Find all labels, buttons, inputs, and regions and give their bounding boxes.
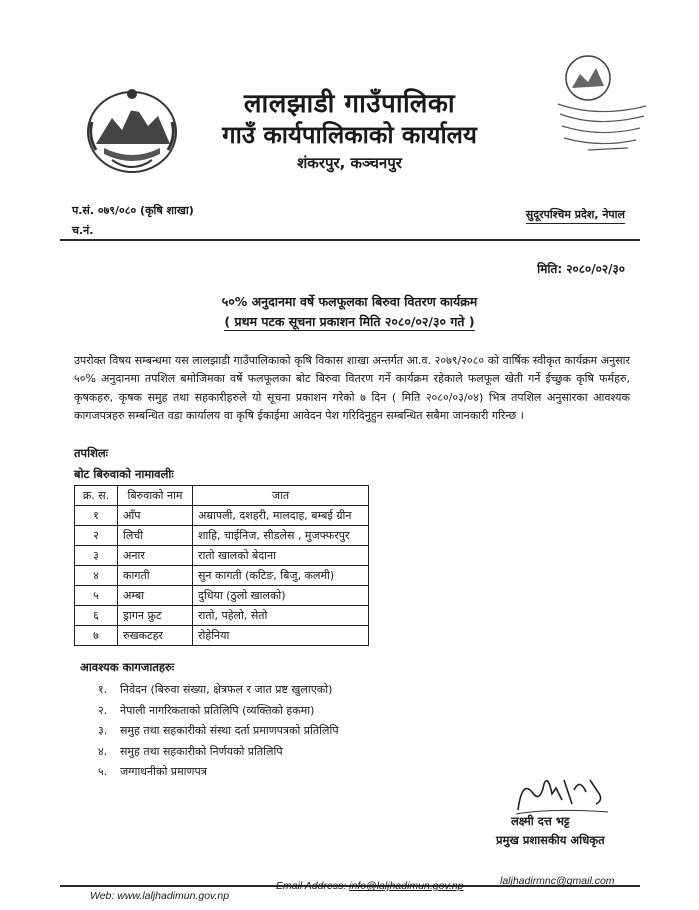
office-title: लालझाडी गाउँपालिका <box>243 89 456 119</box>
office-subtitle: गाउँ कार्यपालिकाको कार्यालय <box>222 121 477 149</box>
list-item <box>98 723 339 744</box>
list-item <box>98 744 339 765</box>
table-row <box>75 586 369 606</box>
table-cell: ६ <box>75 606 118 626</box>
subject-title: ५०% अनुदानमा वर्षे फलफूलका बिरुवा वितरण कार्यक्रम <box>221 294 478 309</box>
plant-list-label: बोट बिरुवाको नामावलीः <box>74 467 174 481</box>
list-item-text: समुह तथा सहकारीको निर्णयको प्रतिलिपि <box>120 744 283 758</box>
table-cell: लिची <box>118 526 193 546</box>
header-divider <box>60 239 640 241</box>
list-item-number: २. <box>98 703 108 717</box>
table-cell: शाहि, चाईनिज, सीडलेस , मुजफ्फरपुर <box>193 526 369 546</box>
table-cell: दुधिया (ठुलो खालको) <box>193 586 369 606</box>
table-cell: ड्रागन फ्रुट <box>118 606 193 626</box>
table-cell: रातो खालको बेदाना <box>193 546 369 566</box>
office-location: शंकरपुर, कञ्चनपुर <box>297 154 402 172</box>
details-label: तपशिलः <box>74 446 109 460</box>
list-item-number: १. <box>98 683 108 696</box>
table-cell: कागती <box>118 566 193 586</box>
table-cell: ७ <box>75 626 118 646</box>
province-label: सुदूरपश्चिम प्रदेश, नेपाल <box>526 207 625 224</box>
table-header-cell: जात <box>193 486 369 506</box>
table-row <box>75 626 369 646</box>
list-item-number: ४. <box>98 744 108 758</box>
subject-subtitle <box>0 313 699 330</box>
notice-body: उपरोक्त विषय सम्बन्धमा यस लालझाडी गाउँपालिकाको कृषि विकास शाखा अन्तर्गत आ.व. २०७९/२०८० को वार्षिक स्वीकृत कार्यक्रम अनुसार ५०% अनुदानमा तपशिल बमोजिमका वर्षे फलफूलका बोट बिरुवा वितरण गर्ने कार्यक्रम रहेकाले फलफूल खेती गर्ने ईच्छुक कृषि फर्महरु, कृषकहरु, कृषक समुह तथा सहकारीहरुले यो सूचना प्रकाशन गरेको ७ दिन ( मिति २०८०/०३/०४) भित्र तपशिल अनुसारका आवश्यक कागजपत्रहरु सम्बन्धित वडा कार्यालय वा कृषि ईकाईमा आवेदन पेश गरिदिनुहुन सम्बन्धित सबैमा जानकारी गरिन्छ । <box>74 354 630 422</box>
footer-website[interactable]: Web: www.laljhadimun.gov.np <box>90 890 230 902</box>
table-row <box>75 546 369 566</box>
list-item-number: ५. <box>98 765 108 778</box>
table-cell: आँप <box>118 506 193 526</box>
plant-table <box>74 485 369 646</box>
table-cell: रुखकटहर <box>118 626 193 646</box>
list-item-text: नेपाली नागरिकताको प्रतिलिपि (व्यक्तिको हकमा) <box>120 703 315 717</box>
reference-number: प.सं. ०७९/०८० (कृषि शाखा) <box>72 204 194 217</box>
table-cell: ३ <box>75 546 118 566</box>
table-cell: रातो, पहेलो, सेतो <box>193 606 369 626</box>
table-cell: रोहेनिया <box>193 626 369 646</box>
handwritten-signature <box>512 770 612 820</box>
table-row <box>75 506 369 526</box>
list-item <box>98 682 339 703</box>
list-item-text: समुह तथा सहकारीको संस्था दर्ता प्रमाणपत्रको प्रतिलिपि <box>120 724 339 737</box>
table-header-cell: बिरुवाको नाम <box>118 486 193 506</box>
required-docs-list <box>98 682 339 785</box>
list-item-text: निवेदन (बिरुवा संख्या, क्षेत्रफल र जात प्रष्ट खुलाएको) <box>120 683 333 696</box>
subject-subtitle-text: ( प्रथम पटक सूचना प्रकाशन मिति २०८०/०२/३० गते ) <box>224 314 475 329</box>
list-item <box>98 764 339 785</box>
table-cell: ५ <box>75 586 118 606</box>
table-cell: २ <box>75 526 118 546</box>
list-item-text: जग्गाधनीको प्रमाणपत्र <box>120 765 207 778</box>
dispatch-number: च.नं. <box>72 224 94 237</box>
table-cell: अम्रापली, दशहरी, मालदाह, बम्बई ग्रीन <box>193 506 369 526</box>
table-cell: अम्बा <box>118 586 193 606</box>
table-row <box>75 566 369 586</box>
required-docs-label: आवश्यक कागजातहरुः <box>80 660 175 674</box>
signatory-title: प्रमुख प्रशासकीय अधिकृत <box>496 833 605 847</box>
table-cell: सुन कागती (कटिङ, बिजु, कलमी) <box>193 566 369 586</box>
table-cell: अनार <box>118 546 193 566</box>
table-cell: १ <box>75 506 118 526</box>
list-item <box>98 703 339 724</box>
footer-alt-email[interactable]: laljhadirmnc@gmail.com <box>500 875 615 887</box>
list-item-number: ३. <box>98 724 108 737</box>
footer-email-label: Email Address: <box>276 880 350 892</box>
table-header-row <box>75 486 369 506</box>
footer-email <box>276 880 464 892</box>
table-header-cell: क्र. स. <box>75 486 118 506</box>
footer-email-link[interactable]: info@laljhadimun.gov.np <box>349 880 464 892</box>
table-cell: ४ <box>75 566 118 586</box>
table-row <box>75 606 369 626</box>
notice-date: मिति: २०८०/०२/३० <box>537 262 625 276</box>
table-row <box>75 526 369 546</box>
signatory-name: लक्ष्मी दत्त भट्ट <box>511 814 570 828</box>
